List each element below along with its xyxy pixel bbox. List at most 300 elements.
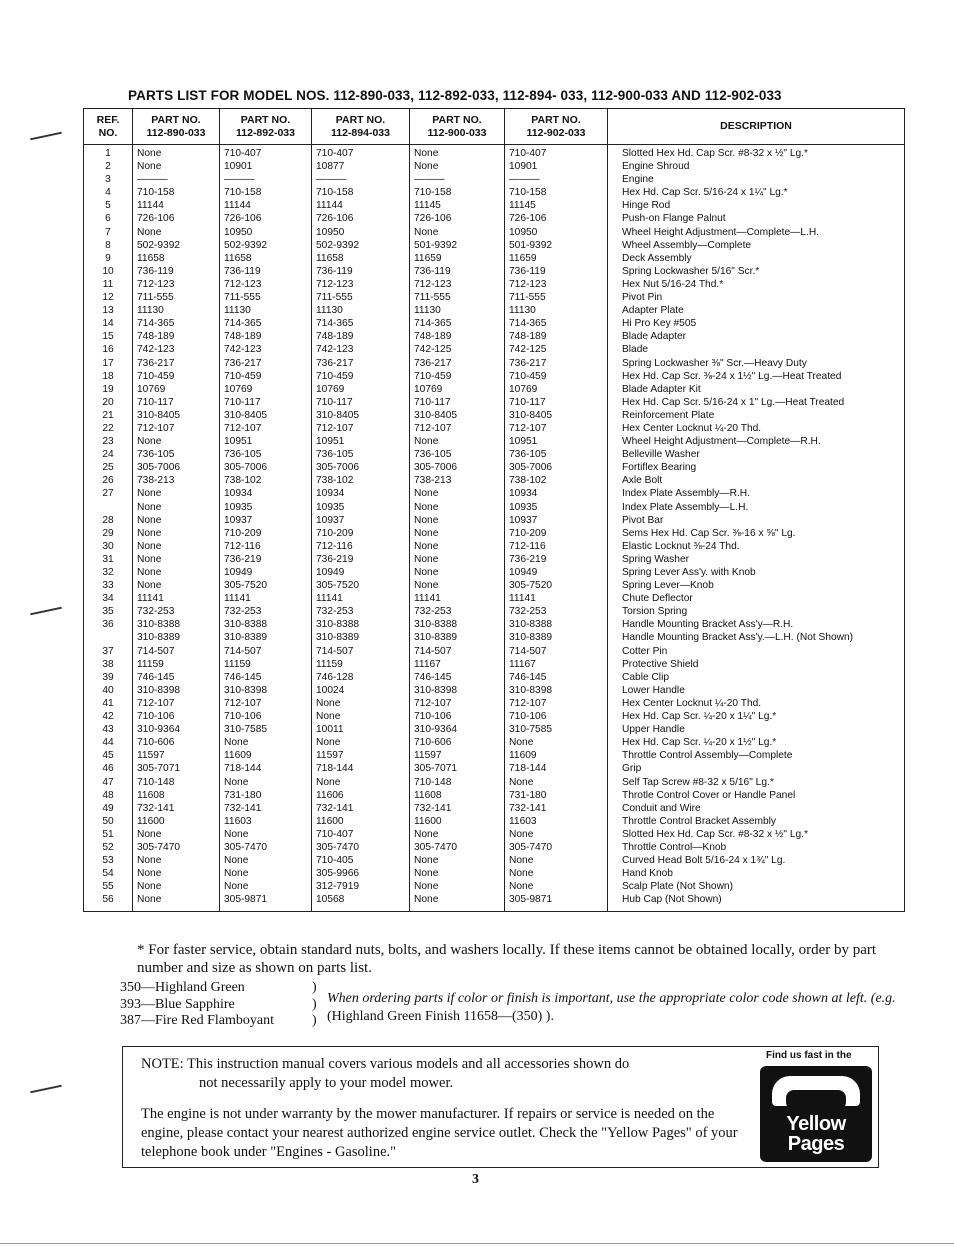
description-cell: Spring Lever Ass'y. with Knob [608, 566, 905, 579]
part-890-cell: 305-7006 [133, 461, 220, 474]
ref-cell: 4 [84, 186, 133, 199]
description-cell: Cotter Pin [608, 645, 905, 658]
table-row [84, 396, 905, 409]
page-edge [0, 1243, 954, 1244]
part-892-cell: 711-555 [220, 291, 312, 304]
part-894-cell: 10011 [312, 723, 410, 736]
table-row [84, 239, 905, 252]
table-row [84, 828, 905, 841]
part-890-cell: 736-105 [133, 448, 220, 461]
part-900-cell: 11130 [410, 304, 505, 317]
part-890-cell: None [133, 435, 220, 448]
ref-cell: 20 [84, 396, 133, 409]
description-cell: Wheel Height Adjustment—Complete—L.H. [608, 226, 905, 239]
part-900-cell: 711-555 [410, 291, 505, 304]
part-892-cell: 11159 [220, 658, 312, 671]
part-892-cell: None [220, 776, 312, 789]
description-cell: Protective Shield [608, 658, 905, 671]
description-cell: Hi Pro Key #505 [608, 317, 905, 330]
part-892-cell: 10950 [220, 226, 312, 239]
ref-cell: 56 [84, 893, 133, 912]
header-part-892: PART NO. 112-892-033 [220, 109, 312, 145]
table-row [84, 749, 905, 762]
description-cell: Blade [608, 343, 905, 356]
part-892-cell: 736-217 [220, 357, 312, 370]
part-902-cell: 710-158 [505, 186, 608, 199]
part-894-cell: 748-189 [312, 330, 410, 343]
part-900-cell: 712-107 [410, 422, 505, 435]
part-900-cell: None [410, 160, 505, 173]
part-900-cell: 748-189 [410, 330, 505, 343]
table-row [84, 461, 905, 474]
part-900-cell: None [410, 553, 505, 566]
description-cell: Pivot Pin [608, 291, 905, 304]
description-cell: Push-on Flange Palnut [608, 212, 905, 225]
ref-cell: 7 [84, 226, 133, 239]
table-row [84, 736, 905, 749]
part-892-cell: 746-145 [220, 671, 312, 684]
color-code-green: 350—Highland Green [120, 980, 245, 995]
part-890-cell: 738-213 [133, 474, 220, 487]
color-code-red: 387—Fire Red Flamboyant [120, 1013, 274, 1028]
part-892-cell: 310-7585 [220, 723, 312, 736]
description-cell: Slotted Hex Hd. Cap Scr. #8-32 x ½" Lg.* [608, 145, 905, 161]
table-row [84, 566, 905, 579]
part-900-cell: 310-9364 [410, 723, 505, 736]
part-900-cell: 11167 [410, 658, 505, 671]
part-890-cell: None [133, 527, 220, 540]
part-892-cell: None [220, 828, 312, 841]
part-902-cell: 11145 [505, 199, 608, 212]
color-instructions-example: (Highland Green Finish 11658—(350) ). [327, 1009, 554, 1024]
description-cell: Slotted Hex Hd. Cap Scr. #8-32 x ½" Lg.* [608, 828, 905, 841]
part-894-cell: 10949 [312, 566, 410, 579]
ref-cell: 53 [84, 854, 133, 867]
part-894-cell: 11658 [312, 252, 410, 265]
table-row [84, 173, 905, 186]
table-row [84, 252, 905, 265]
ref-cell [84, 501, 133, 514]
part-902-cell: None [505, 867, 608, 880]
part-892-cell: 11658 [220, 252, 312, 265]
part-890-cell: None [133, 553, 220, 566]
part-894-cell: 710-158 [312, 186, 410, 199]
binding-hole-mark [30, 607, 62, 616]
part-902-cell: 10950 [505, 226, 608, 239]
part-890-cell: None [133, 145, 220, 161]
table-row [84, 514, 905, 527]
description-cell: Pivot Bar [608, 514, 905, 527]
part-900-cell: 726-106 [410, 212, 505, 225]
yellow-pages-word1: Yellow [786, 1113, 846, 1135]
part-894-cell: 310-8388 [312, 618, 410, 631]
part-902-cell: 718-144 [505, 762, 608, 775]
part-894-cell: 11606 [312, 789, 410, 802]
description-cell: Adapter Plate [608, 304, 905, 317]
part-894-cell: 11130 [312, 304, 410, 317]
part-890-cell: 11159 [133, 658, 220, 671]
part-890-cell: 736-217 [133, 357, 220, 370]
part-902-cell: 10934 [505, 487, 608, 500]
part-890-cell: 712-123 [133, 278, 220, 291]
part-900-cell: 310-8405 [410, 409, 505, 422]
part-902-cell: 738-102 [505, 474, 608, 487]
ref-cell: 49 [84, 802, 133, 815]
ref-cell: 42 [84, 710, 133, 723]
part-892-cell: None [220, 867, 312, 880]
note-text [141, 1055, 751, 1174]
part-894-cell: 710-407 [312, 828, 410, 841]
part-892-cell: 11130 [220, 304, 312, 317]
table-row [84, 867, 905, 880]
part-900-cell: None [410, 540, 505, 553]
table-row [84, 841, 905, 854]
part-902-cell: 11167 [505, 658, 608, 671]
table-row [84, 448, 905, 461]
part-894-cell: 10769 [312, 383, 410, 396]
part-892-cell: 305-9871 [220, 893, 312, 912]
table-row [84, 291, 905, 304]
description-cell: Blade Adapter Kit [608, 383, 905, 396]
part-900-cell: None [410, 828, 505, 841]
ref-cell: 40 [84, 684, 133, 697]
part-900-cell: 10769 [410, 383, 505, 396]
part-900-cell: 710-459 [410, 370, 505, 383]
ref-cell: 35 [84, 605, 133, 618]
description-cell: Hex Hd. Cap Scr. ¼-20 x 1¼" Lg.* [608, 710, 905, 723]
part-894-cell: 10568 [312, 893, 410, 912]
header-part-890: PART NO. 112-890-033 [133, 109, 220, 145]
part-892-cell: None [220, 880, 312, 893]
ref-cell: 54 [84, 867, 133, 880]
ref-cell: 13 [84, 304, 133, 317]
part-892-cell: None [220, 736, 312, 749]
part-890-cell: 714-507 [133, 645, 220, 658]
table-row [84, 501, 905, 514]
description-cell: Deck Assembly [608, 252, 905, 265]
part-892-cell: 714-365 [220, 317, 312, 330]
description-cell: Hex Center Locknut ¼-20 Thd. [608, 697, 905, 710]
description-cell: Hub Cap (Not Shown) [608, 893, 905, 912]
ref-cell: 47 [84, 776, 133, 789]
ref-cell: 43 [84, 723, 133, 736]
part-902-cell: None [505, 736, 608, 749]
table-row [84, 383, 905, 396]
part-892-cell: 10949 [220, 566, 312, 579]
table-row [84, 145, 905, 161]
binding-hole-mark [30, 132, 62, 141]
ref-cell: 25 [84, 461, 133, 474]
description-cell: Handle Mounting Bracket Ass'y.—L.H. (Not Shown) [608, 631, 905, 644]
table-header-row [84, 109, 905, 145]
color-instructions [327, 990, 907, 1026]
part-892-cell: 310-8389 [220, 631, 312, 644]
part-902-cell: 10937 [505, 514, 608, 527]
part-890-cell: None [133, 579, 220, 592]
ref-cell: 10 [84, 265, 133, 278]
description-cell: Curved Head Bolt 5/16-24 x 1¾" Lg. [608, 854, 905, 867]
part-894-cell: 10935 [312, 501, 410, 514]
part-902-cell: 310-7585 [505, 723, 608, 736]
table-row [84, 645, 905, 658]
part-892-cell: 310-8388 [220, 618, 312, 631]
part-894-cell: 732-253 [312, 605, 410, 618]
part-902-cell: 711-555 [505, 291, 608, 304]
part-902-cell: ——— [505, 173, 608, 186]
part-890-cell: 710-117 [133, 396, 220, 409]
part-902-cell: 10951 [505, 435, 608, 448]
description-cell: Wheel Assembly—Complete [608, 239, 905, 252]
description-cell: Throttle Control—Knob [608, 841, 905, 854]
part-900-cell: None [410, 579, 505, 592]
part-900-cell: 714-365 [410, 317, 505, 330]
part-892-cell: 502-9392 [220, 239, 312, 252]
part-902-cell: 310-8405 [505, 409, 608, 422]
part-900-cell: 710-148 [410, 776, 505, 789]
description-cell: Torsion Spring [608, 605, 905, 618]
part-900-cell: 501-9392 [410, 239, 505, 252]
part-900-cell: 710-158 [410, 186, 505, 199]
part-894-cell: 10950 [312, 226, 410, 239]
part-890-cell: 11597 [133, 749, 220, 762]
parts-table [83, 108, 905, 912]
description-cell: Hex Hd. Cap Scr. 5/16-24 x 1¼" Lg.* [608, 186, 905, 199]
part-900-cell: None [410, 487, 505, 500]
part-892-cell: 10901 [220, 160, 312, 173]
part-894-cell: 712-107 [312, 422, 410, 435]
part-902-cell: 305-7470 [505, 841, 608, 854]
description-cell: Handle Mounting Bracket Ass'y—R.H. [608, 618, 905, 631]
table-row [84, 802, 905, 815]
ref-cell: 9 [84, 252, 133, 265]
description-cell: Hex Hd. Cap Scr. 5/16-24 x 1" Lg.—Heat Treated [608, 396, 905, 409]
part-892-cell: 710-407 [220, 145, 312, 161]
part-894-cell: 11141 [312, 592, 410, 605]
table-row [84, 854, 905, 867]
table-row [84, 553, 905, 566]
part-890-cell: 10769 [133, 383, 220, 396]
part-890-cell: 748-189 [133, 330, 220, 343]
yellow-pages-word2: Pages [787, 1133, 845, 1155]
part-902-cell: 10769 [505, 383, 608, 396]
part-894-cell: 10934 [312, 487, 410, 500]
part-902-cell: 732-141 [505, 802, 608, 815]
part-894-cell: 310-8389 [312, 631, 410, 644]
description-cell: Blade Adapter [608, 330, 905, 343]
description-cell: Grip [608, 762, 905, 775]
binding-hole-mark [30, 1085, 62, 1094]
ref-cell: 37 [84, 645, 133, 658]
part-890-cell: None [133, 566, 220, 579]
part-902-cell: 305-7006 [505, 461, 608, 474]
page-number: 3 [472, 1172, 479, 1187]
table-row [84, 343, 905, 356]
part-892-cell: 736-219 [220, 553, 312, 566]
ref-cell: 50 [84, 815, 133, 828]
part-892-cell: 710-209 [220, 527, 312, 540]
part-900-cell: 736-119 [410, 265, 505, 278]
part-890-cell: 712-107 [133, 422, 220, 435]
part-890-cell: None [133, 487, 220, 500]
table-row [84, 684, 905, 697]
part-900-cell: 305-7071 [410, 762, 505, 775]
table-row [84, 330, 905, 343]
part-892-cell: 11603 [220, 815, 312, 828]
part-902-cell: 712-107 [505, 697, 608, 710]
part-890-cell: 712-107 [133, 697, 220, 710]
part-902-cell: 11141 [505, 592, 608, 605]
part-902-cell: None [505, 854, 608, 867]
part-894-cell: 736-119 [312, 265, 410, 278]
table-row [84, 762, 905, 775]
color-codes [120, 980, 317, 1030]
part-894-cell: ——— [312, 173, 410, 186]
part-894-cell: 714-365 [312, 317, 410, 330]
description-cell: Axle Bolt [608, 474, 905, 487]
part-902-cell: 305-9871 [505, 893, 608, 912]
part-900-cell: None [410, 566, 505, 579]
part-892-cell: 742-123 [220, 343, 312, 356]
part-890-cell: 305-7470 [133, 841, 220, 854]
part-902-cell: 736-217 [505, 357, 608, 370]
ref-cell: 29 [84, 527, 133, 540]
description-cell: Hex Nut 5/16-24 Thd.* [608, 278, 905, 291]
part-892-cell: 748-189 [220, 330, 312, 343]
part-902-cell: 11130 [505, 304, 608, 317]
table-row [84, 776, 905, 789]
description-cell: Index Plate Assembly—R.H. [608, 487, 905, 500]
table-row [84, 212, 905, 225]
part-902-cell: 305-7520 [505, 579, 608, 592]
part-900-cell: 710-117 [410, 396, 505, 409]
part-894-cell: None [312, 710, 410, 723]
part-894-cell: 305-7520 [312, 579, 410, 592]
part-890-cell: 305-7071 [133, 762, 220, 775]
part-890-cell: 310-8389 [133, 631, 220, 644]
ref-cell: 5 [84, 199, 133, 212]
part-894-cell: 710-117 [312, 396, 410, 409]
part-902-cell: None [505, 776, 608, 789]
table-row [84, 422, 905, 435]
part-900-cell: 11600 [410, 815, 505, 828]
part-902-cell: None [505, 828, 608, 841]
ref-cell: 18 [84, 370, 133, 383]
table-row [84, 370, 905, 383]
header-description: DESCRIPTION [608, 109, 905, 145]
part-902-cell: 710-459 [505, 370, 608, 383]
ref-cell: 2 [84, 160, 133, 173]
part-890-cell: None [133, 893, 220, 912]
part-900-cell: None [410, 880, 505, 893]
ref-cell: 39 [84, 671, 133, 684]
part-900-cell: None [410, 226, 505, 239]
yellow-pages-caption: Find us fast in the [766, 1050, 852, 1061]
part-890-cell: None [133, 514, 220, 527]
part-902-cell: 748-189 [505, 330, 608, 343]
part-894-cell: None [312, 776, 410, 789]
part-902-cell: 310-8389 [505, 631, 608, 644]
part-900-cell: None [410, 514, 505, 527]
table-row [84, 579, 905, 592]
yellow-pages-logo [760, 1066, 872, 1162]
header-part-894: PART NO. 112-894-033 [312, 109, 410, 145]
part-900-cell: 712-123 [410, 278, 505, 291]
part-890-cell: None [133, 867, 220, 880]
part-890-cell: 11600 [133, 815, 220, 828]
part-900-cell: 714-507 [410, 645, 505, 658]
description-cell: Cable Clip [608, 671, 905, 684]
part-894-cell: 10877 [312, 160, 410, 173]
description-cell: Throttle Control Bracket Assembly [608, 815, 905, 828]
description-cell: Belleville Washer [608, 448, 905, 461]
part-890-cell: 714-365 [133, 317, 220, 330]
part-900-cell: 11659 [410, 252, 505, 265]
part-892-cell: 726-106 [220, 212, 312, 225]
description-cell: Hex Hd. Cap Scr. ¼-20 x 1½" Lg.* [608, 736, 905, 749]
part-902-cell: 712-123 [505, 278, 608, 291]
part-900-cell: 11597 [410, 749, 505, 762]
description-cell: Hinge Rod [608, 199, 905, 212]
footnote: * For faster service, obtain standard nuts, bolts, and washers locally. If these items cannot be obtained locally, order by part number and size as shown on parts list. [137, 942, 877, 976]
part-892-cell: 310-8398 [220, 684, 312, 697]
table-row [84, 671, 905, 684]
part-900-cell: 738-213 [410, 474, 505, 487]
table-row [84, 631, 905, 644]
header-ref: REF. NO. [84, 109, 133, 145]
part-890-cell: 310-8388 [133, 618, 220, 631]
part-892-cell: 710-117 [220, 396, 312, 409]
ref-cell: 26 [84, 474, 133, 487]
part-892-cell: 712-107 [220, 697, 312, 710]
part-892-cell: 736-105 [220, 448, 312, 461]
part-890-cell: 726-106 [133, 212, 220, 225]
table-row [84, 723, 905, 736]
description-cell: Hand Knob [608, 867, 905, 880]
part-900-cell: 11608 [410, 789, 505, 802]
part-902-cell: 712-107 [505, 422, 608, 435]
part-892-cell: 732-141 [220, 802, 312, 815]
table-row [84, 160, 905, 173]
ref-cell: 52 [84, 841, 133, 854]
part-890-cell: 711-555 [133, 291, 220, 304]
part-890-cell: 11141 [133, 592, 220, 605]
table-row [84, 317, 905, 330]
part-900-cell: 732-141 [410, 802, 505, 815]
part-894-cell: None [312, 736, 410, 749]
part-894-cell: 738-102 [312, 474, 410, 487]
part-892-cell: None [220, 854, 312, 867]
part-890-cell: 310-9364 [133, 723, 220, 736]
part-902-cell: 736-105 [505, 448, 608, 461]
part-894-cell: 736-219 [312, 553, 410, 566]
part-902-cell: 11603 [505, 815, 608, 828]
description-cell: Engine Shroud [608, 160, 905, 173]
ref-cell: 55 [84, 880, 133, 893]
parts-body [84, 145, 905, 912]
page-title: PARTS LIST FOR MODEL NOS. 112-890-033, 112-892-033, 112-894- 033, 112-900-033 AND 112-902-033 [128, 88, 782, 103]
ref-cell: 3 [84, 173, 133, 186]
part-892-cell: 10937 [220, 514, 312, 527]
part-890-cell: 736-119 [133, 265, 220, 278]
part-890-cell: 732-141 [133, 802, 220, 815]
ref-cell: 41 [84, 697, 133, 710]
part-890-cell: 746-145 [133, 671, 220, 684]
part-890-cell: 710-106 [133, 710, 220, 723]
part-894-cell: 710-405 [312, 854, 410, 867]
part-892-cell: 10951 [220, 435, 312, 448]
part-892-cell: 11609 [220, 749, 312, 762]
part-900-cell: 736-105 [410, 448, 505, 461]
